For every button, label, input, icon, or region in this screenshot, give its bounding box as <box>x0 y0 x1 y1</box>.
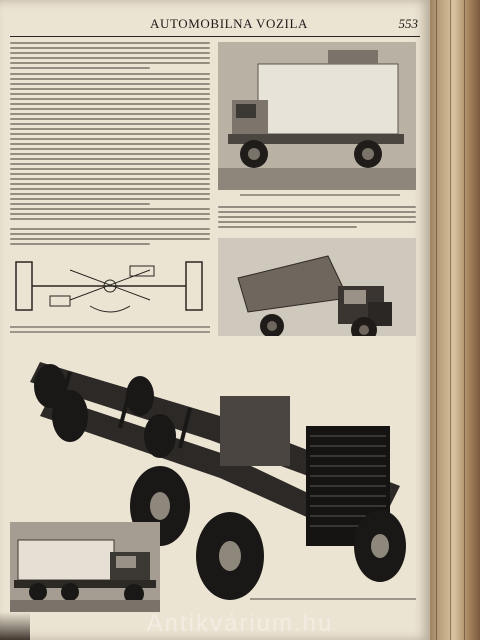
book-binding <box>422 0 480 640</box>
right-column-text <box>218 206 416 236</box>
hydraulic-steering-diagram <box>10 256 210 322</box>
left-column-text-middle <box>10 228 210 252</box>
van-truck-photo <box>218 42 416 190</box>
page-header <box>10 14 420 37</box>
running-title: AUTOMOBILNA VOZILA <box>150 16 309 31</box>
page-number: 553 <box>398 16 418 31</box>
watermark: Antikvárium.hu <box>146 610 334 637</box>
chassis-caption <box>250 598 416 600</box>
left-column-text-top <box>10 42 210 222</box>
lorry-photo <box>10 522 160 612</box>
van-truck-caption <box>240 194 400 196</box>
